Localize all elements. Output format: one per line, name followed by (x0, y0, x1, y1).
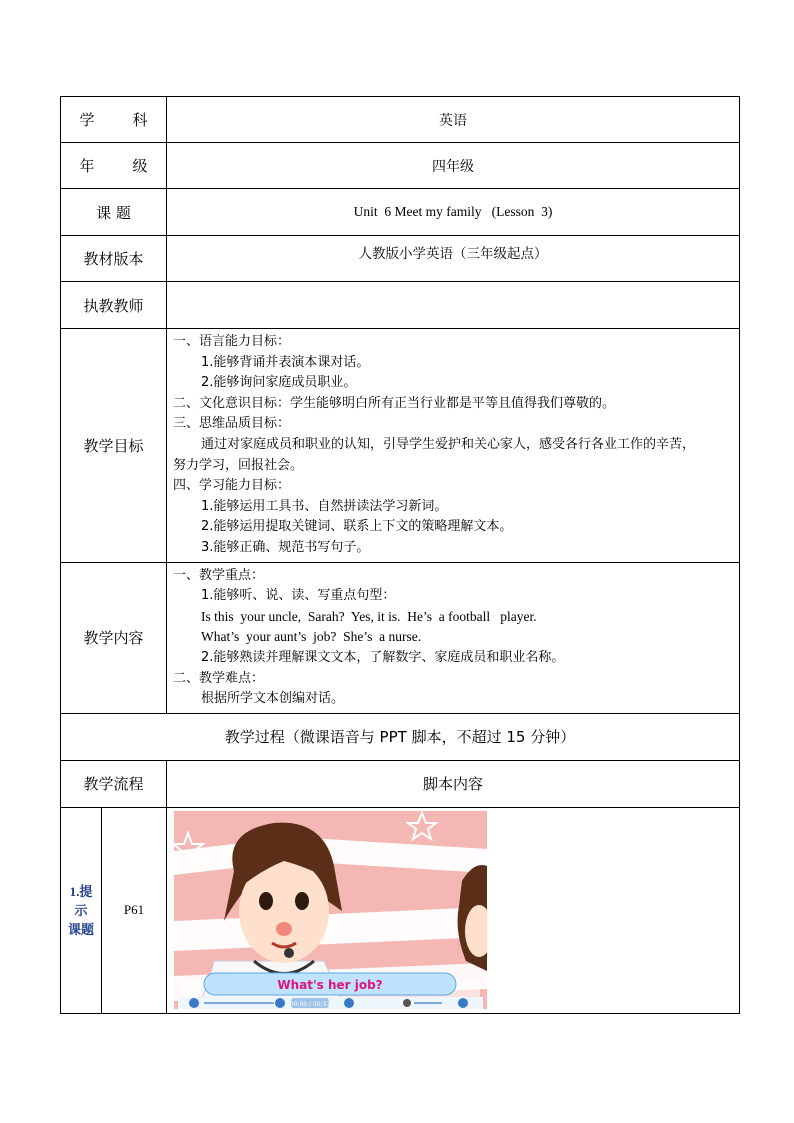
label-content: 教学内容 (61, 562, 167, 713)
objective-line: 2.能够询问家庭成员职业。 (201, 375, 357, 391)
lesson-plan-table (60, 96, 740, 1014)
label-subject: 学 科 (61, 97, 167, 143)
video-caption: What's her job? (277, 977, 383, 992)
label-edition: 教材版本 (61, 236, 167, 282)
cartoon-nurse-image (174, 811, 487, 1009)
objective-line: 1.能够背诵并表演本课对话。 (201, 354, 370, 370)
row-edition (61, 236, 740, 282)
content-line: 1.能够听、说、读、写重点句型： (201, 588, 396, 604)
process-title: 教学过程（微课语音与 PPT 脚本，不超过 15 分钟） (61, 713, 740, 760)
content-line: 2.能够熟读并理解课文文本，了解数字、家庭成员和职业名称。 (201, 649, 565, 665)
step-1-page: P61 (102, 807, 167, 1013)
value-teacher (167, 282, 740, 329)
pause-icon[interactable] (189, 998, 199, 1008)
objective-line: 四、学习能力目标： (173, 478, 291, 494)
row-objectives (61, 329, 740, 563)
volume-icon[interactable] (403, 999, 411, 1007)
time-counter: 00:00 / 00:37 (289, 1000, 331, 1008)
content-line: 二、教学难点： (173, 670, 265, 686)
volume-slider[interactable] (414, 1002, 442, 1004)
label-topic: 课 题 (61, 189, 167, 236)
step-1-num: 1.提 (69, 883, 93, 899)
video-screenshot[interactable] (174, 811, 487, 1009)
row-step-1 (61, 807, 740, 1013)
objective-line: 一、语言能力目标： (173, 334, 291, 349)
row-topic (61, 189, 740, 236)
content-text (167, 562, 740, 713)
content-line: 根据所学文本创编对话。 (201, 691, 345, 707)
step-1-label (61, 807, 102, 1013)
value-grade: 四年级 (167, 143, 740, 189)
row-content (61, 562, 740, 713)
menu-icon[interactable] (458, 998, 468, 1008)
objective-line: 努力学习，回报社会。 (173, 457, 304, 473)
objective-line: 1.能够运用工具书、自然拼读法学习新词。 (201, 498, 448, 514)
content-line: Is this your uncle, Sarah? Yes, it is. He’s a football player. (201, 608, 537, 624)
help-icon[interactable] (344, 998, 354, 1008)
objective-line: 三、思维品质目标： (173, 416, 291, 432)
value-topic: Unit 6 Meet my family (Lesson 3) (167, 189, 740, 236)
step-1-line3: 课题 (67, 921, 94, 937)
row-subject (61, 97, 740, 143)
content-line: 一、教学重点： (173, 567, 265, 583)
content-line: What’s your aunt’s job? She’s a nurse. (201, 629, 422, 645)
row-teacher (61, 282, 740, 329)
objective-line: 通过对家庭成员和职业的认知，引导学生爱护和关心家人，感受各行各业工作的辛苦， (201, 436, 696, 452)
value-subject: 英语 (167, 97, 740, 143)
objective-line: 二、文化意识目标：学生能够明白所有正当行业都是平等且值得我们尊敬的。 (173, 395, 616, 411)
row-grade (61, 143, 740, 189)
objectives-text (167, 329, 740, 563)
label-teacher: 执教教师 (61, 282, 167, 329)
row-process-title (61, 713, 740, 760)
row-process-header (61, 760, 740, 807)
objective-line: 3.能够正确、规范书写句子。 (201, 539, 370, 555)
value-edition: 人教版小学英语（三年级起点） (167, 236, 740, 282)
stop-icon[interactable] (275, 998, 285, 1008)
step-1-line2: 示 (74, 902, 88, 918)
label-objectives: 教学目标 (61, 329, 167, 563)
objective-line: 2.能够运用提取关键词、联系上下文的策略理解文本。 (201, 519, 513, 535)
header-script: 脚本内容 (167, 760, 740, 807)
label-grade: 年 级 (61, 143, 167, 189)
step-1-script (167, 807, 740, 1013)
header-flow: 教学流程 (61, 760, 167, 807)
